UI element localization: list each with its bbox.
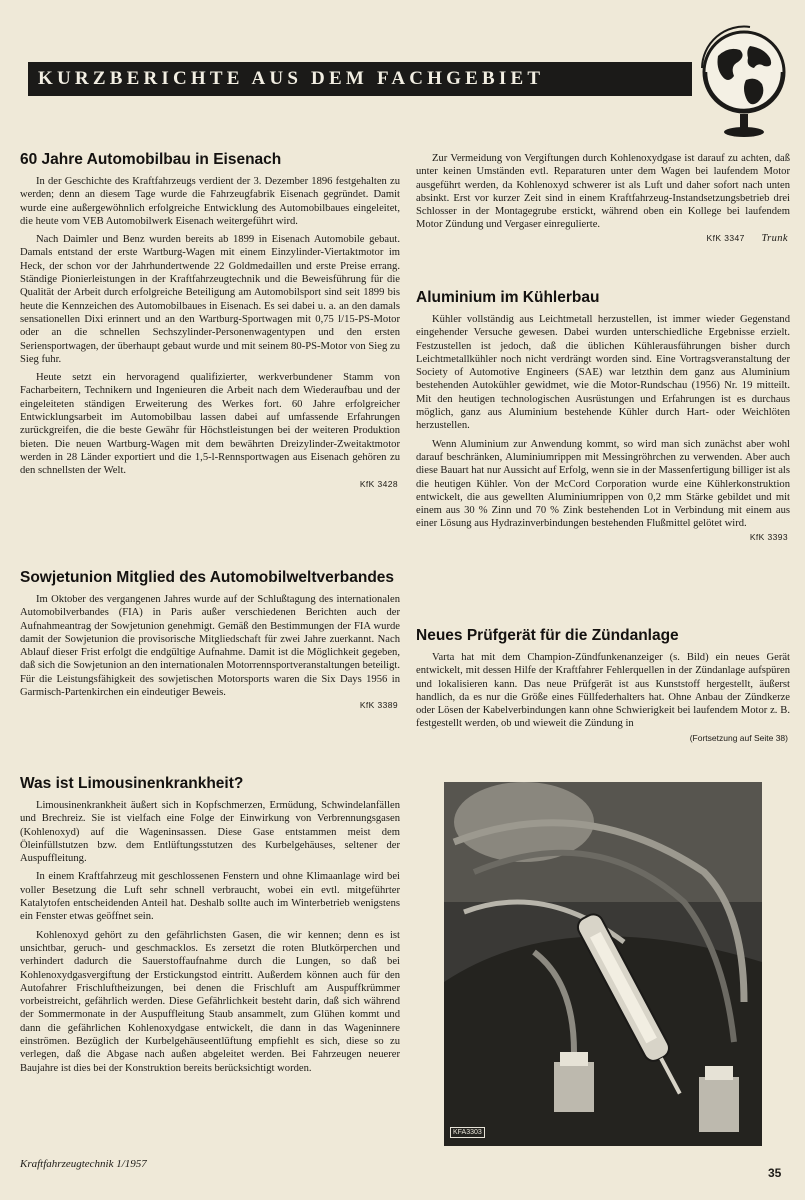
paragraph: Limousinenkrankheit äußert sich in Kopfschmerzen, Ermüdung, Schwindelanfällen und Brechreiz. Sie ist vielfach eine Folge der Einwirkung von Verbrennungsgasen (Kohlenoxyd) auf die Wageninsassen. Diese Gase entstammen meist dem Öleinfüllstutzen bzw. dem Entlüftungsstutzen des Kurbelgehäuses, seltener der Auspuffleitung. [20, 800, 400, 865]
section-banner [28, 62, 692, 96]
article-title: Was ist Limousinenkrankheit? [20, 775, 244, 792]
reference-code: KfK 3389 [359, 700, 398, 711]
author-name: Trunk [761, 232, 788, 244]
paragraph: In einem Kraftfahrzeug mit geschlossenen Fenstern und ohne Klimaanlage wird bei voller Besetzung die Luft sehr schnell verbraucht, wobei ein evtl. mitgeführter Katalytofen entscheidenden Anteil hat. Deshalb sollte auch im Winterbetrieb wenigstens ein Fenster etwas geöffnet sein. [20, 871, 400, 923]
reference-code: KfK 3428 [359, 478, 398, 489]
paragraph: In der Geschichte des Kraftfahrzeugs verdient der 3. Dezember 1896 festgehalten zu werden; denn an diesem Tage wurde die Fahrzeugfabrik Eisenach gegründet. Damit wurde eine außergewöhnlich erfolgreiche Entwicklung des Automobilbaues eingeleitet, die heute vom VEB Automobilwerk Eisenach weitergeführt wird. [20, 176, 400, 227]
page-number: 35 [768, 1166, 782, 1180]
continuation-note: (Fortsetzung auf Seite 38) [689, 732, 788, 743]
paragraph: Im Oktober des vergangenen Jahres wurde auf der Schlußtagung des internationalen Automobilverbandes (FIA) in Paris außer verschiedenen Berichten auch der Aufnahmeantrag der Sowjetunion genehmigt. Gemäß den Bestimmungen der FIA wurde damit der Sowjetunion die provisorische Mitgliedschaft für zwei Jahre zuerkannt. Nach Ablauf dieser Frist erfolgt die endgültige Aufnahme. Damit ist die Möglichkeit gegeben, daß sich die Sowjetunion an den internationalen Motorrennsportveranstaltungen beteiligt. Für die Leistungsfähigkeit des sowjetischen Motorsports waren die Six Days 1956 in Garmisch-Partenkirchen ein eindeutiger Beweis. [20, 594, 400, 699]
paragraph: Wenn Aluminium zur Anwendung kommt, so wird man sich zunächst aber wohl darauf beschränken, Aluminiumrippen mit Messingröhrchen zu verwenden. Aber auch diese Bauart hat nur Aussicht auf Erfolg, wenn sie in der Massenfertigung billiger ist als die heutigen Kühler. Von der McCord Corporation wurde eine Kühlerkonstruktion entwickelt, die aus gewellten Aluminiumrippen von 0,2 mm Stärke gebildet und mit einem aus 30 % Zinn und 70 % Zink bestehenden Lot in Verbindung mit einem aus einer Lösung aus Hydrazinverbindungen bestehenden Flußmittel gelötet wird. [416, 438, 790, 530]
photo-illustration [444, 782, 762, 1146]
reference-code: KfK 3393 [749, 531, 788, 542]
reference-line [416, 233, 788, 244]
article-pruefgeraet [416, 626, 790, 743]
article-title: 60 Jahre Automobilbau in Eisenach [20, 151, 282, 168]
reference-code: KfK 3347 [706, 232, 745, 243]
paragraph: Varta hat mit dem Champion-Zündfunkenanzeiger (s. Bild) ein neues Gerät entwickelt, mit dessen Hilfe der Kraftfahrer Fehlerquellen in der Zündanlage aufspüren und lokalisieren kann. Das neue Prüfgerät ist aus Kunststoff hergestellt, äußerst handlich, da es nur die Größe eines Füllfederhalters hat. Ohne Anbau der Zündkerze oder Lösen der Kabelverbindungen kann ohne Schwierigkeit bei laufendem Motor z. B. festgestellt werden, ob und wieweit die Zündung in [416, 652, 790, 730]
paragraph: Heute setzt ein hervoragend qualifizierter, werkverbundener Stamm von Facharbeitern, Technikern und Ingenieuren die Arbeit nach dem Wiederaufbau und der eingeleiteten ständigen Erweiterung des Werkes fort. 60 Jahre erfolgreicher Entwicklungsarbeit im Automobilbau lassen dabei auf umfassende Erfahrungen zurückgreifen, die die beste Gewähr für Höchstleistungen bei der weiteren Produktion bieten. Die neuen Wartburg-Wagen mit dem bewährten Dreizylinder-Zweitaktmotor werden in 28 Länder exportiert und die 1,5-l-Rennsportwagen aus Eisenach gehören zu den schnellsten der Welt. [20, 372, 400, 477]
photo-label: KFA3303 [450, 1127, 485, 1138]
article-title: Aluminium im Kühlerbau [416, 289, 600, 306]
article-limousine-continuation [416, 152, 790, 244]
paragraph: Zur Vermeidung von Vergiftungen durch Kohlenoxydgase ist darauf zu achten, daß unter keinen Umständen evtl. Reparaturen unter dem Wagen bei laufendem Motor ausgeführt werden, da Kohlenoxyd schwerer ist als Luft und daher sofort nach unten absinkt. Erst vor kurzer Zeit sind in einem Kraftfahrzeug-Instandsetzungsbetrieb drei Schlosser in der Montagegrube erstickt, während oben ein Kollege bei laufendem Motor Zündung und Vergaser einregulierte. [416, 153, 790, 231]
section-title: KURZBERICHTE AUS DEM FACHGEBIET [38, 68, 545, 89]
article-limousine [20, 774, 400, 1080]
article-title: Neues Prüfgerät für die Zündanlage [416, 627, 679, 644]
paragraph: Kohlenoxyd gehört zu den gefährlichsten Gasen, die wir kennen; denn es ist unsichtbar, geruch- und geschmacklos. Es zersetzt die roten Blutkörperchen und verhindert dadurch die Sauerstoffaufnahme durch die Lungen, so daß bei Kohlenoxydgasvergiftung der Erstickungstod eintritt. Außerdem können auch für den Autofahrer Frischluftheizungen, bei denen die Frischluft am Auspuffkrümmer vorbeistreicht, gefährlich werden. Diese Gefährlichkeit besteht darin, daß sich während der Sommermonate in der Auspuffleitung Staub ansammelt, zum Glühen kommt und dann die gefährlichen Kohlenoxydgase entwickelt, die dann in das Wageninnere einströmen. Bezüglich der Kurbelgehäuseentlüftung empfiehlt es sich, diese so zu verlegen, daß die Abgase nach außen abgeleitet werden. Bei Fahrzeugen neuerer Baujahre ist dies bei der Konstruktion bereits berücksichtigt worden. [20, 929, 400, 1074]
article-aluminium [416, 288, 790, 543]
article-sowjetunion [20, 568, 400, 711]
globe-icon [694, 22, 794, 142]
article-title: Sowjetunion Mitglied des Automobilweltverbandes [20, 569, 395, 586]
paragraph: Kühler vollständig aus Leichtmetall herzustellen, ist immer wieder Gegenstand eingehender Versuche gewesen. Dabei wurden unterschiedliche Ergebnisse erzielt. Festzustellen ist jedoch, daß die üblichen Kühlerausführungen bisher durch Leichtmetallkühler noch nicht verdrängt worden sind. Eine Vortragsveranstaltung der Society of Automotive Engineers (SAE) war letzthin dem ganz aus Aluminium bestehenden Autokühler gewidmet, wie die Motor-Rundschau (1956) Nr. 19 mitteilt. Mit den heutigen technologischen Ausrüstungen und Erfahrungen ist es durchaus möglich, ganz aus Aluminium bestehende Kühler durch Hart- oder Weichlöten herzustellen. [416, 314, 790, 432]
article-eisenach [20, 150, 400, 490]
paragraph: Nach Daimler und Benz wurden bereits ab 1899 in Eisenach Automobile gebaut. Damals entstand der erste Wartburg-Wagen mit einem Einzylinder-Viertaktmotor im Heck, der schon vor der Jahrhundertwende 22 Goldmedaillen und erste Preise errang. Ständige Pionierleistungen in der Kraftfahrzeugtechnik und die Beweisführung für die Qualität der Arbeit durch erfolgreiche Beteiligung am Automobilsport sind seit 1899 bis heute die Kennzeichen des Automobilbaues in Eisenach. Es sei dabei u. a. an den damals sensationellen Dixi erinnert und an den Wartburg-Sportwagen mit 0,75 l/15-PS-Motor oder an die schnellen Sechszylinder-Personenwagentypen und den ersten Seriensportwagen, der überhaupt gebaut wurde und mit seinem 80-PS-Motor von Sieg zu Sieg fuhr. [20, 234, 400, 365]
journal-footer: Kraftfahrzeugtechnik 1/1957 [20, 1158, 147, 1170]
spark-tester-photo [444, 782, 762, 1146]
